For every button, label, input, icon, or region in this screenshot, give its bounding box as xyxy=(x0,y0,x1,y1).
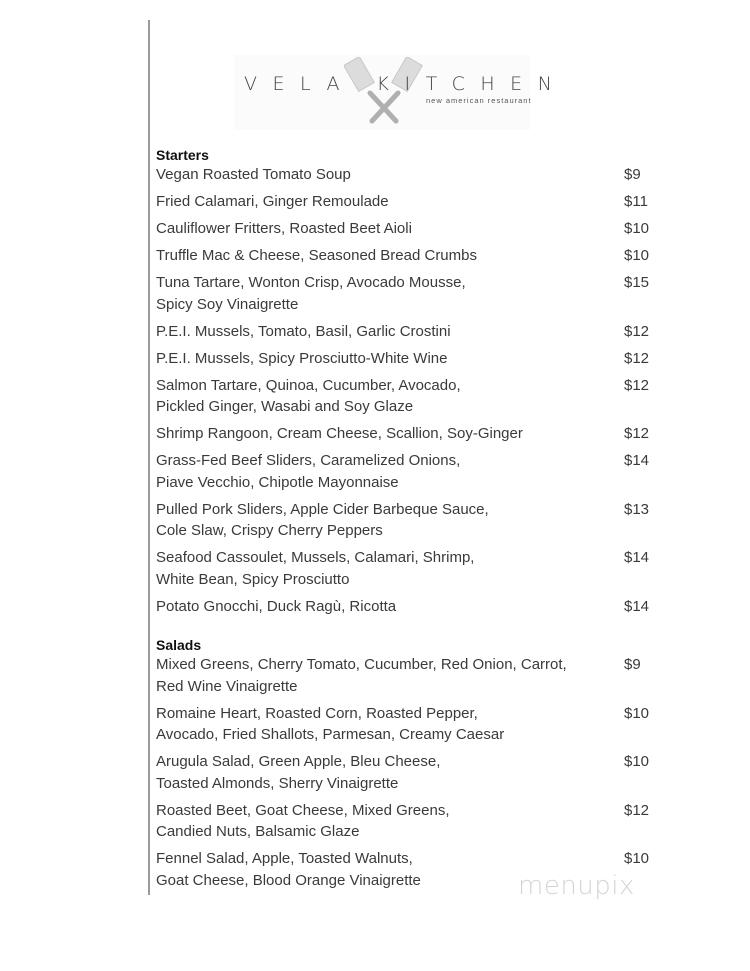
menu-item xyxy=(156,245,656,267)
menu-item xyxy=(156,654,656,697)
description-line: Piave Vecchio, Chipotle Mayonnaise xyxy=(156,473,399,491)
menu-item-price: $14 xyxy=(624,597,650,615)
section-title: Salads xyxy=(156,637,202,653)
menu-item-description xyxy=(156,751,596,794)
description-line: Truffle Mac & Cheese, Seasoned Bread Crumbs xyxy=(156,247,477,264)
menu-item-description xyxy=(156,547,596,590)
menu-item-price: $10 xyxy=(624,247,650,264)
menu-item-description xyxy=(156,272,596,315)
menu-item xyxy=(156,191,656,213)
description-line: Fennel Salad, Apple, Toasted Walnuts, xyxy=(156,850,413,867)
menu-item-description xyxy=(156,164,596,186)
description-line: Vegan Roasted Tomato Soup xyxy=(156,166,351,183)
menu-item xyxy=(156,450,656,493)
menu-item xyxy=(156,348,656,370)
menu-item xyxy=(156,499,656,542)
description-line: Avocado, Fried Shallots, Parmesan, Creamy Caesar xyxy=(156,726,505,743)
menu xyxy=(156,146,656,897)
menu-item xyxy=(156,703,656,746)
description-line: Potato Gnocchi, Duck Ragù, Ricotta xyxy=(156,597,397,615)
menu-item-description xyxy=(156,596,596,618)
description-line: Goat Cheese, Blood Orange Vinaigrette xyxy=(156,871,421,889)
menu-item-description xyxy=(156,218,596,240)
description-line: Cauliflower Fritters, Roasted Beet Aioli xyxy=(156,220,412,237)
watermark: menupix xyxy=(518,871,635,901)
menu-item-description xyxy=(156,800,596,843)
description-line: Pulled Pork Sliders, Apple Cider Barbeque Sauce, xyxy=(156,500,489,518)
description-line: White Bean, Spicy Prosciutto xyxy=(156,570,350,588)
menu-item xyxy=(156,547,656,590)
section-title: Starters xyxy=(156,147,209,163)
menu-item-description xyxy=(156,423,596,445)
menu-item-price: $12 xyxy=(624,349,650,367)
menu-item-description xyxy=(156,348,596,370)
menu-item xyxy=(156,596,656,618)
menu-item-price: $10 xyxy=(624,850,650,867)
menu-item xyxy=(156,164,656,186)
menu-item-price: $13 xyxy=(624,500,650,518)
description-line: Spicy Soy Vinaigrette xyxy=(156,295,299,313)
menu-item-price: $15 xyxy=(624,274,650,291)
menu-item-description xyxy=(156,499,596,542)
description-line: P.E.I. Mussels, Tomato, Basil, Garlic Crostini xyxy=(156,322,451,340)
description-line: Shrimp Rangoon, Cream Cheese, Scallion, Soy-Ginger xyxy=(156,425,523,442)
restaurant-logo xyxy=(234,55,568,130)
restaurant-tagline: new american restaurant xyxy=(426,96,532,105)
menu-item-description xyxy=(156,245,596,267)
menu-item-price: $9 xyxy=(624,166,641,183)
menu-item-price: $14 xyxy=(624,452,650,469)
description-line: Fried Calamari, Ginger Remoulade xyxy=(156,193,389,210)
description-line: Pickled Ginger, Wasabi and Soy Glaze xyxy=(156,398,414,415)
section-salads xyxy=(156,636,656,891)
description-line: Tuna Tartare, Wonton Crisp, Avocado Mousse, xyxy=(156,274,466,291)
menu-item-price: $10 xyxy=(624,704,650,722)
menu-item xyxy=(156,751,656,794)
description-line: Salmon Tartare, Quinoa, Cucumber, Avocado, xyxy=(156,376,461,394)
menu-item-price: $14 xyxy=(624,549,650,566)
description-line: Red Wine Vinaigrette xyxy=(156,677,298,695)
menu-item xyxy=(156,218,656,240)
section-starters xyxy=(156,146,656,617)
restaurant-name: VELA KITCHEN xyxy=(244,73,568,95)
menu-item xyxy=(156,423,656,445)
menu-item-description xyxy=(156,375,596,418)
menu-item-price: $10 xyxy=(624,220,650,237)
menu-item-price: $12 xyxy=(624,376,650,394)
description-line: Toasted Almonds, Sherry Vinaigrette xyxy=(156,774,399,792)
menu-item-description xyxy=(156,321,596,343)
page-margin-rule xyxy=(148,20,150,895)
description-line: Seafood Cassoulet, Mussels, Calamari, Shrimp, xyxy=(156,549,475,566)
menu-item-price: $10 xyxy=(624,753,650,770)
description-line: Arugula Salad, Green Apple, Bleu Cheese, xyxy=(156,753,441,770)
menu-item xyxy=(156,272,656,315)
description-line: Mixed Greens, Cherry Tomato, Cucumber, Red Onion, Carrot, xyxy=(156,656,567,673)
menu-item-price: $12 xyxy=(624,322,650,340)
menu-item xyxy=(156,375,656,418)
menu-item-description xyxy=(156,654,596,697)
description-line: Roasted Beet, Goat Cheese, Mixed Greens, xyxy=(156,801,450,819)
description-line: Cole Slaw, Crispy Cherry Peppers xyxy=(156,522,383,539)
menu-item-price: $12 xyxy=(624,801,650,819)
menu-item-description xyxy=(156,450,596,493)
description-line: P.E.I. Mussels, Spicy Prosciutto-White Wine xyxy=(156,349,448,367)
menu-item-price: $11 xyxy=(624,193,648,210)
menu-item-price: $12 xyxy=(624,425,650,442)
description-line: Candied Nuts, Balsamic Glaze xyxy=(156,823,360,840)
menu-item-description xyxy=(156,703,596,746)
description-line: Romaine Heart, Roasted Corn, Roasted Pepper, xyxy=(156,704,478,722)
description-line: Grass-Fed Beef Sliders, Caramelized Onions, xyxy=(156,452,461,469)
menu-item xyxy=(156,800,656,843)
menu-item-description xyxy=(156,191,596,213)
menu-item-price: $9 xyxy=(624,656,641,673)
menu-item xyxy=(156,321,656,343)
